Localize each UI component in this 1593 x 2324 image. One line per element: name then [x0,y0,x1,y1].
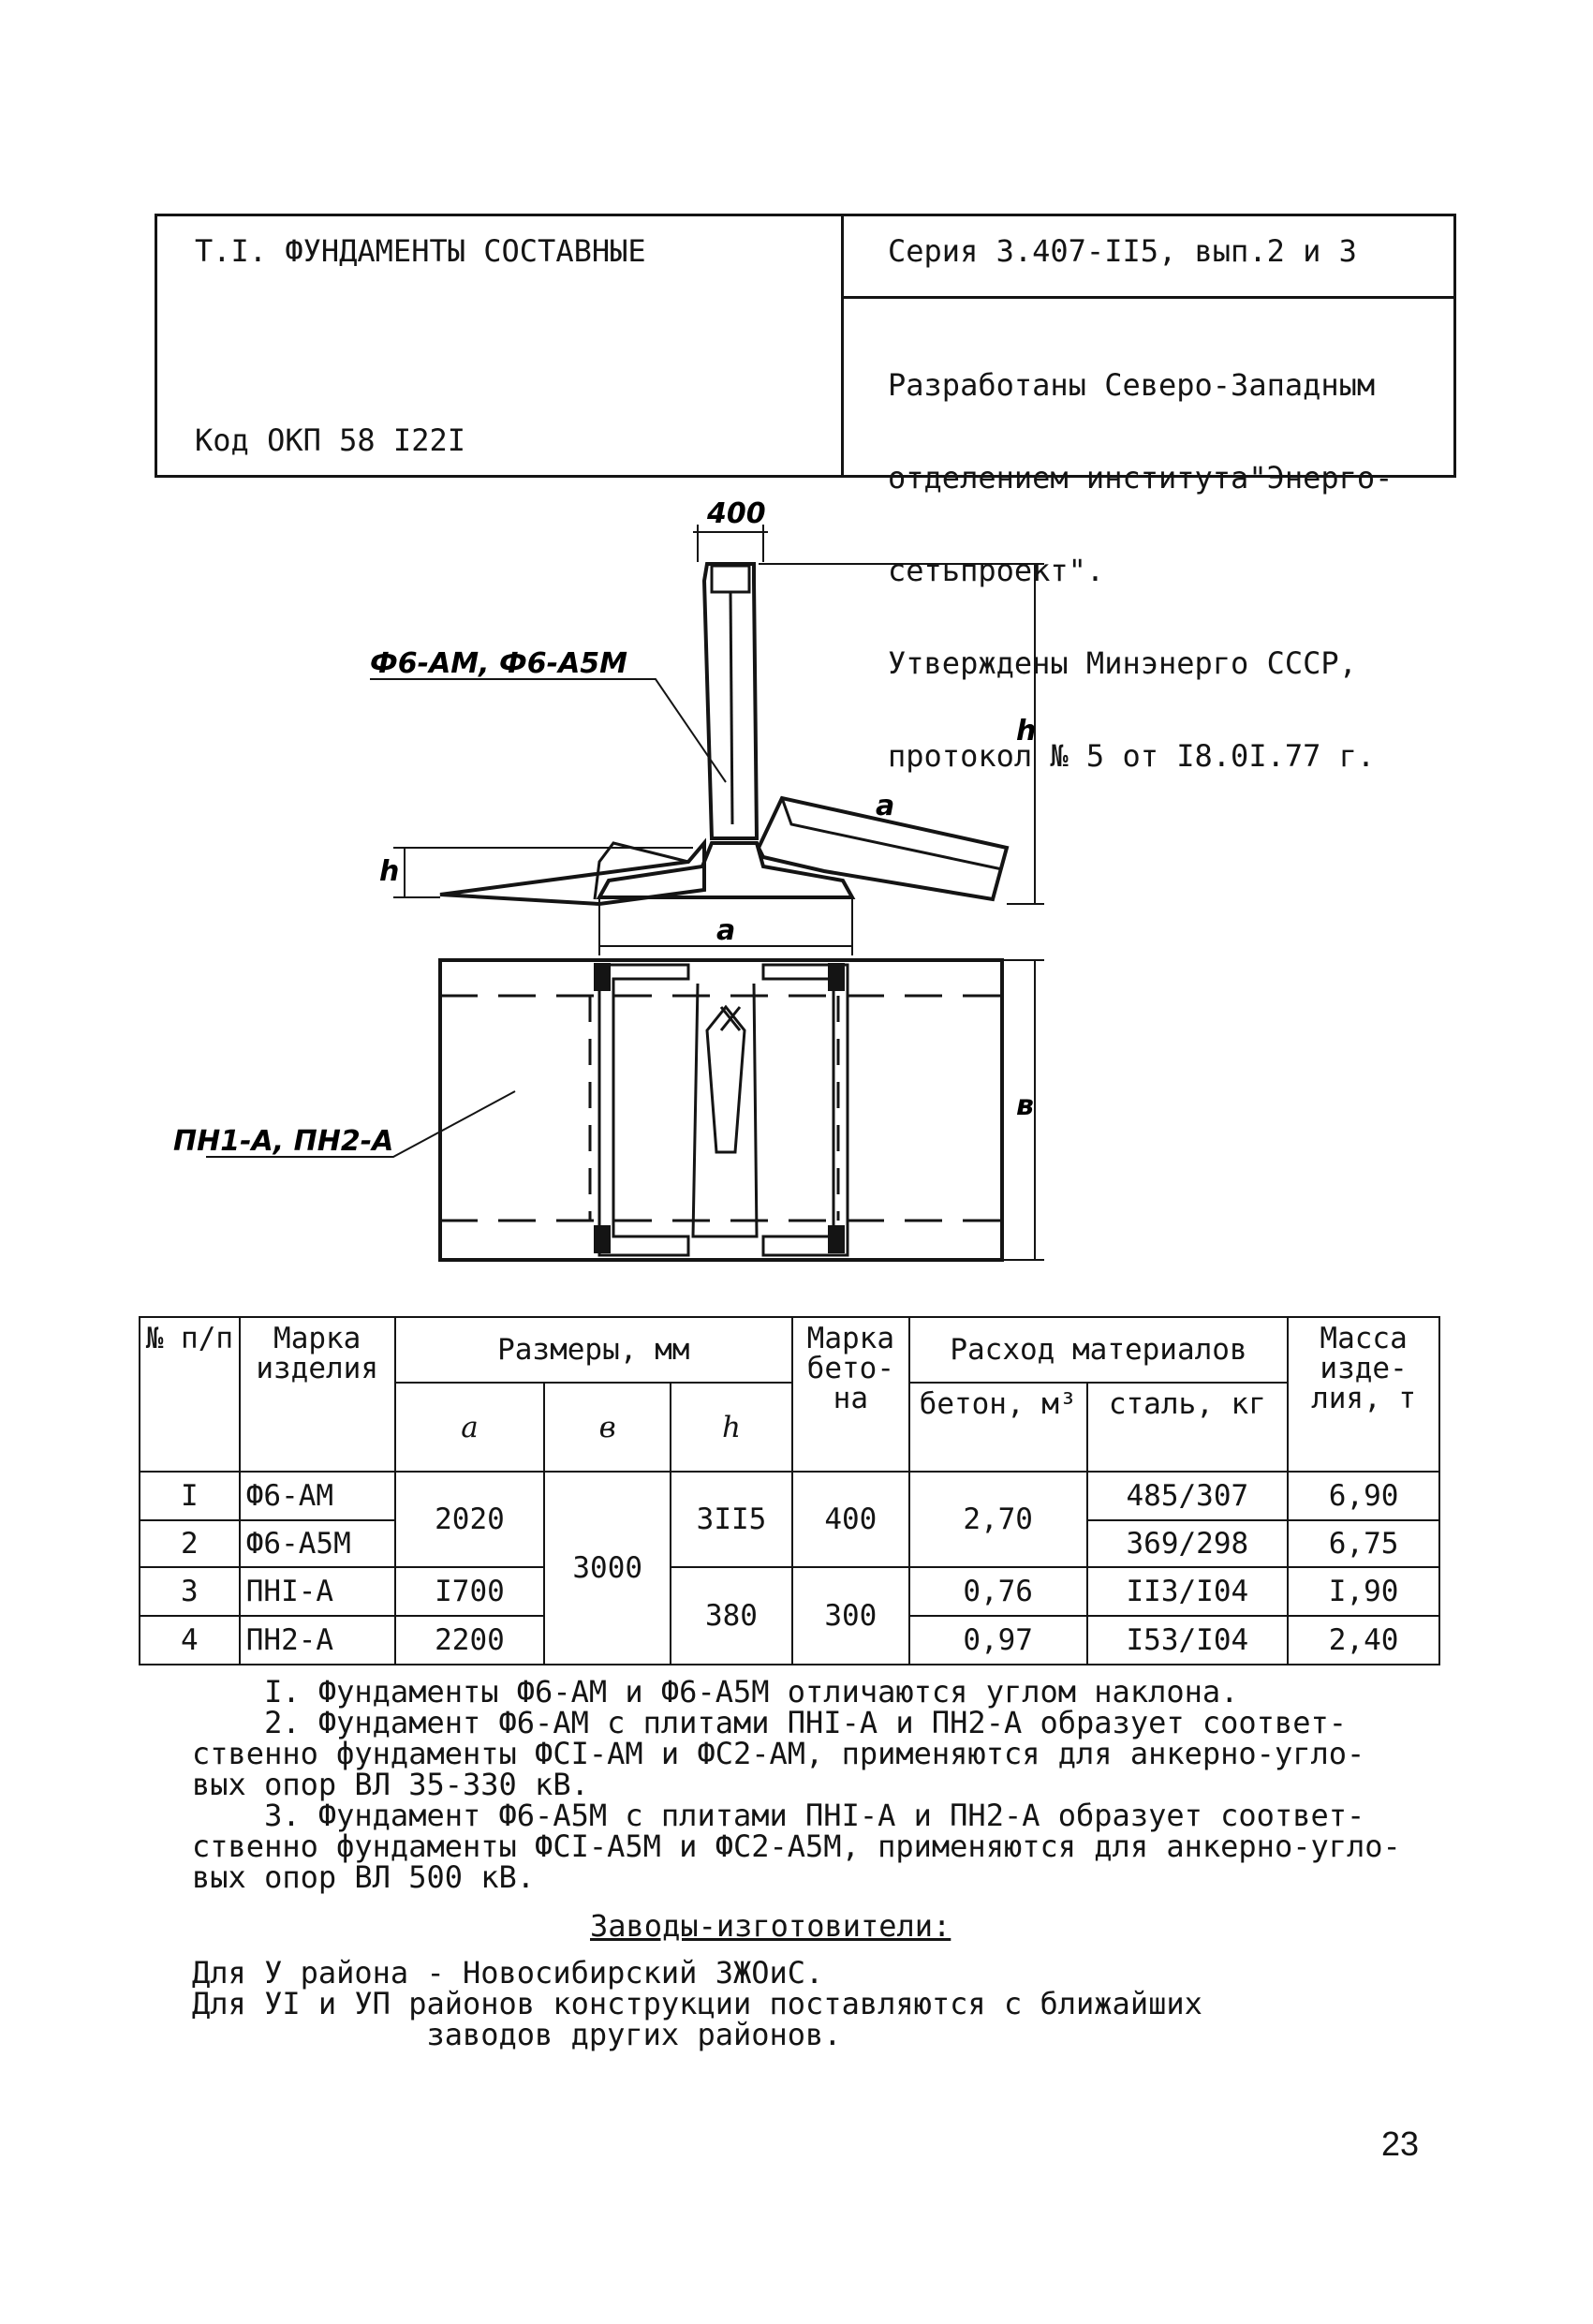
col-b-header: в [544,1383,671,1472]
cell-steel: I53/I04 [1087,1616,1289,1665]
note-line: 3. Фундамент Ф6-А5М с плитами ПНI-А и ПН2-А образует соответ- [192,1798,1365,1833]
dim-h-large [759,564,1044,904]
cell-a: 2200 [395,1616,545,1665]
cell-num: 3 [140,1567,240,1616]
col-num-header: № п/п [140,1317,240,1472]
col-materials-header: Расход материалов [909,1317,1288,1383]
manufacturers-heading: Заводы-изготовители: [590,1908,951,1944]
cell-mass: 6,75 [1288,1520,1439,1567]
cell-mass: 2,40 [1288,1616,1439,1665]
cell-mark: Ф6-А5М [240,1520,395,1567]
plan-mark [594,963,611,991]
cell-grade: 300 [792,1567,909,1665]
col-sizes-header: Размеры, мм [395,1317,792,1383]
cell-steel: II3/I04 [1087,1567,1289,1616]
cell-a: 2020 [395,1472,545,1567]
cell-a: I700 [395,1567,545,1616]
table-row [140,1567,1439,1616]
manufacturer-line: заводов других районов. [192,2017,842,2052]
title-block-divider-horizontal [841,296,1453,299]
series-label: Серия 3.407-II5, вып.2 и 3 [888,233,1357,269]
label-h-large: h [1016,715,1037,748]
note-line: 2. Фундамент Ф6-АМ с плитами ПНI-А и ПН2-А образует соответ- [192,1705,1347,1740]
cell-concrete: 0,76 [909,1567,1087,1616]
manufacturer-line: Для УI и УП районов конструкции поставляются с ближайших [192,1986,1202,2021]
col-grade-header: Марка бето- на [792,1317,909,1472]
cell-num: 4 [140,1616,240,1665]
cell-steel: 485/307 [1087,1472,1289,1520]
cell-steel: 369/298 [1087,1520,1289,1567]
developer-line: сетьпроект". [888,553,1105,588]
product-code: Код ОКП 58 I22I [195,422,465,458]
developer-line: Утверждены Минэнерго СССР, [888,645,1357,681]
dim-h-small [393,848,693,897]
cell-mass: 6,90 [1288,1472,1439,1520]
plan-mark [594,1225,611,1253]
cell-b: 3000 [544,1472,671,1665]
manufacturer-line: Для У района - Новосибирский ЗЖОиС. [192,1955,824,1991]
developer-line: протокол № 5 от I8.0I.77 г. [888,738,1376,774]
plan-view [440,960,1044,1260]
cell-mass: I,90 [1288,1567,1439,1616]
foundation-drawing [0,487,1593,1283]
col-mark-header: Марка изделия [240,1317,395,1472]
manufacturers-block [192,1955,1202,2052]
cell-mark: ПН2-А [240,1616,395,1665]
cell-mark: ПНI-А [240,1567,395,1616]
note-line: вых опор ВЛ 500 кВ. [192,1859,536,1895]
note-line: ственно фундаменты ФСI-АМ и ФС2-АМ, применяются для анкерно-угло- [192,1736,1365,1771]
cell-num: I [140,1472,240,1520]
notes-block [192,1674,1401,1895]
label-h-small: h [379,855,400,888]
col-steel-header: сталь, кг [1087,1383,1289,1472]
col-a-header: a [395,1383,545,1472]
document-title: Т.I. ФУНДАМЕНТЫ СОСТАВНЫЕ [195,233,646,269]
cell-concrete: 0,97 [909,1616,1087,1665]
plan-mark [828,1225,845,1253]
cell-num: 2 [140,1520,240,1567]
cell-h: 3II5 [671,1472,792,1567]
page-number: 23 [1381,2124,1420,2163]
leader-foundation [370,679,726,782]
note-line: ственно фундаменты ФСI-А5М и ФС2-А5М, применяются для анкерно-угло- [192,1828,1401,1864]
label-a-plate: a [876,790,895,822]
note-line: вых опор ВЛ 35-330 кВ. [192,1767,589,1802]
cell-mark: Ф6-АМ [240,1472,395,1520]
title-block-divider-vertical [841,216,844,475]
col-h-header: h [671,1383,792,1472]
col-mass-header: Масса изде- лия, т [1288,1317,1439,1472]
note-line: I. Фундаменты Ф6-АМ и Ф6-А5М отличаются углом наклона. [192,1674,1239,1710]
spec-table [139,1316,1440,1665]
label-a-base: a [716,914,736,947]
table-row [140,1472,1439,1520]
column-elevation [693,525,768,838]
cell-concrete: 2,70 [909,1472,1087,1567]
label-plates: ПН1-А, ПН2-А [173,1125,394,1158]
plan-mark [828,963,845,991]
col-concrete-header: бетон, м³ [909,1383,1087,1472]
label-b-plan: в [1016,1089,1034,1122]
developer-line: Разработаны Северо-Западным [888,367,1376,403]
label-foundation: Ф6-АМ, Ф6-А5М [370,647,628,680]
label-top-width: 400 [707,497,766,530]
cell-grade: 400 [792,1472,909,1567]
developer-line: отделением института"Энерго- [888,460,1394,496]
cell-h: 380 [671,1567,792,1665]
